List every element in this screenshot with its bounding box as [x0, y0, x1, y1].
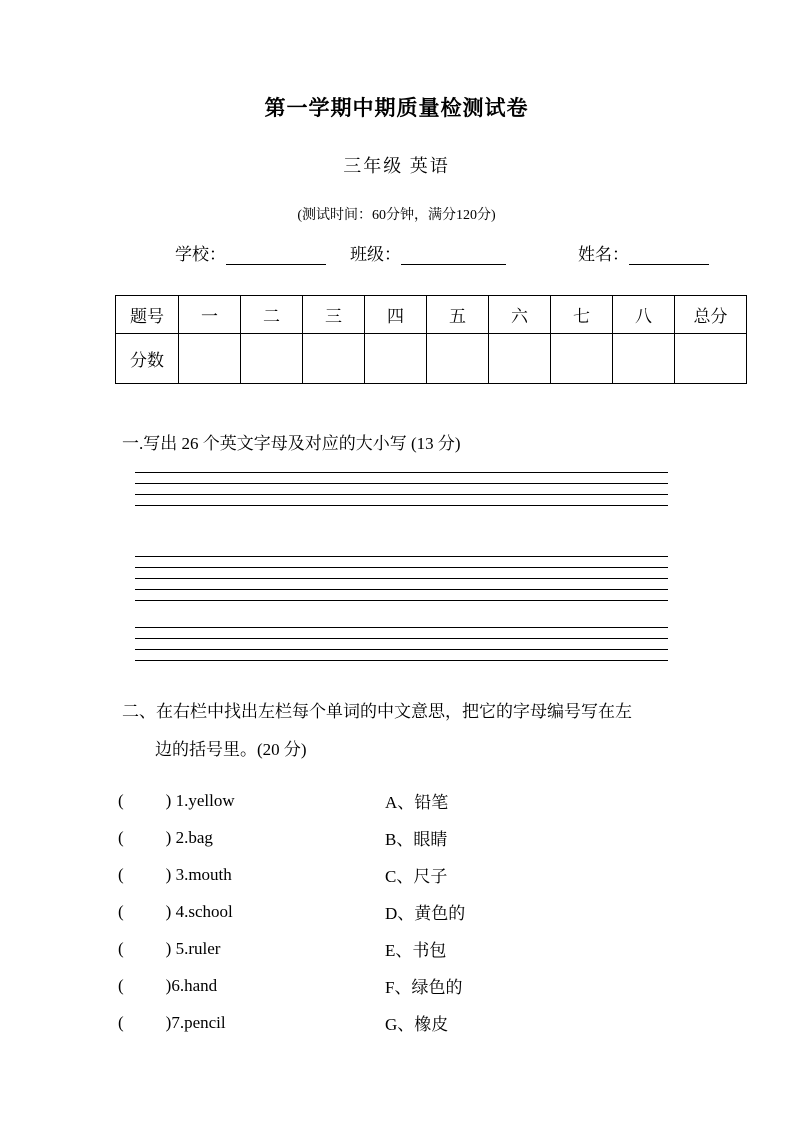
exam-subtitle: 三年级 英语 [343, 156, 450, 176]
score-header-cell: 题号 [116, 296, 179, 334]
score-header-cell: 三 [303, 296, 365, 334]
score-cell [241, 334, 303, 384]
score-row-label: 分数 [116, 334, 179, 384]
word-label: ) 1.yellow [165, 790, 235, 810]
writing-line [135, 589, 668, 600]
score-header-cell: 八 [613, 296, 675, 334]
school-label: 学校： [175, 245, 226, 264]
match-word [118, 902, 385, 922]
word-label: ) 3.mouth [165, 864, 232, 884]
word-label: )7.pencil [165, 1012, 226, 1032]
score-cell [427, 334, 489, 384]
score-table-value-row [116, 334, 747, 384]
open-paren: ( [118, 975, 124, 995]
score-cell [675, 334, 747, 384]
match-word [118, 828, 385, 848]
score-header-cell: 一 [179, 296, 241, 334]
section2-heading-line1: 二、在右栏中找出左栏每个单词的中文意思，把它的字母编号写在左 [122, 702, 632, 721]
match-row [118, 930, 793, 967]
open-paren: ( [118, 864, 124, 884]
writing-line [135, 556, 668, 567]
word-label: ) 2.bag [165, 827, 213, 847]
writing-lines-group-2 [135, 556, 668, 601]
writing-line [135, 649, 668, 660]
match-row [118, 967, 793, 1004]
writing-line [135, 494, 668, 505]
section2-heading-line2: 边的括号里。(20 分) [155, 740, 307, 759]
word-label: )6.hand [165, 975, 218, 995]
school-blank [226, 246, 326, 265]
match-answer: D、黄色的 [385, 904, 466, 923]
match-word [118, 976, 385, 996]
class-blank [401, 246, 506, 265]
match-answer: C、尺子 [385, 867, 448, 886]
open-paren: ( [118, 790, 124, 810]
writing-lines-group-1 [135, 472, 668, 506]
score-header-cell: 二 [241, 296, 303, 334]
writing-line [135, 483, 668, 494]
name-label: 姓名： [578, 245, 629, 264]
matching-exercise [118, 782, 793, 1041]
match-answer: E、书包 [385, 941, 447, 960]
writing-line [135, 627, 668, 638]
writing-line [135, 472, 668, 483]
match-word [118, 939, 385, 959]
writing-line [135, 578, 668, 589]
word-label: ) 4.school [165, 901, 233, 921]
match-row [118, 893, 793, 930]
score-cell [365, 334, 427, 384]
score-header-cell: 六 [489, 296, 551, 334]
exam-meta-info: (测试时间：60分钟，满分120分) [297, 208, 496, 223]
match-word [118, 791, 385, 811]
exam-title: 第一学期中期质量检测试卷 [264, 96, 529, 120]
score-table [115, 295, 747, 384]
match-row [118, 856, 793, 893]
word-label: ) 5.ruler [165, 938, 221, 958]
open-paren: ( [118, 827, 124, 847]
score-header-cell: 五 [427, 296, 489, 334]
writing-lines-group-3 [135, 627, 668, 661]
score-header-cell: 七 [551, 296, 613, 334]
match-row [118, 782, 793, 819]
score-cell [551, 334, 613, 384]
match-answer: B、眼睛 [385, 830, 448, 849]
match-row [118, 819, 793, 856]
score-cell [489, 334, 551, 384]
match-row [118, 1004, 793, 1041]
score-cell [303, 334, 365, 384]
match-answer: F、绿色的 [385, 978, 463, 997]
match-word [118, 1013, 385, 1033]
student-info-row [175, 240, 793, 265]
section1-heading: 一.写出 26 个英文字母及对应的大小写 (13 分) [122, 434, 461, 453]
score-header-cell: 四 [365, 296, 427, 334]
name-blank [629, 246, 709, 265]
writing-line [135, 600, 668, 601]
score-cell [179, 334, 241, 384]
match-answer: A、铅笔 [385, 793, 449, 812]
score-header-cell: 总分 [675, 296, 747, 334]
match-word [118, 865, 385, 885]
writing-line [135, 505, 668, 506]
open-paren: ( [118, 938, 124, 958]
open-paren: ( [118, 1012, 124, 1032]
match-answer: G、橡皮 [385, 1015, 449, 1034]
score-cell [613, 334, 675, 384]
open-paren: ( [118, 901, 124, 921]
score-table-header-row [116, 296, 747, 334]
writing-line [135, 660, 668, 661]
writing-line [135, 567, 668, 578]
class-label: 班级： [350, 245, 401, 264]
writing-line [135, 638, 668, 649]
